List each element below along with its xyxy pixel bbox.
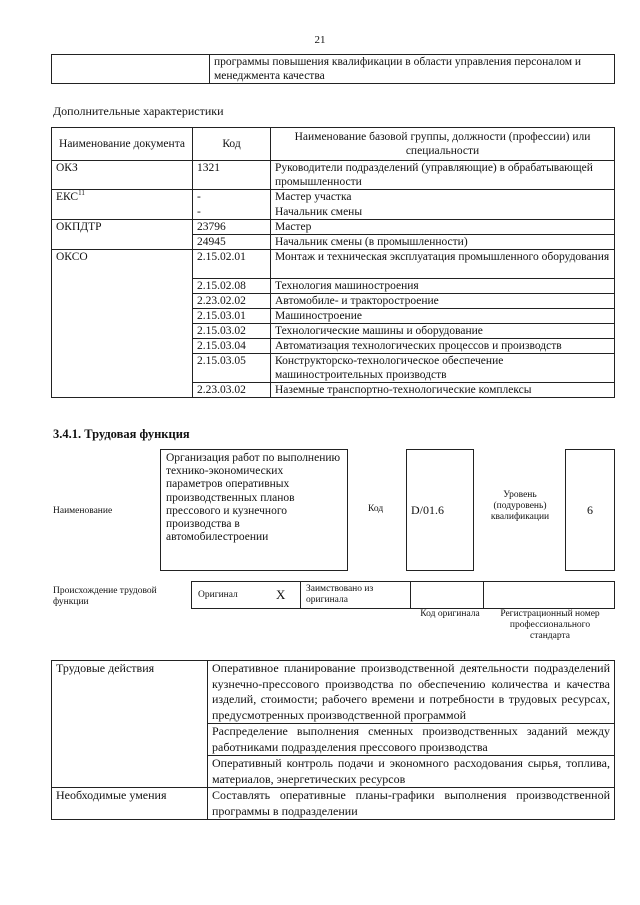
doc-okz: ОКЗ xyxy=(52,161,193,190)
header-code: Код xyxy=(193,128,271,161)
name-cell: Технологические машины и оборудование xyxy=(271,324,615,339)
code-value: D/01.6 xyxy=(411,503,444,517)
empty-cell xyxy=(52,55,210,84)
name-cell: Автомобиле- и тракторостроение xyxy=(271,294,615,309)
code-cell: - xyxy=(193,190,271,205)
name-cell: Конструкторско-технологическое обеспечение машиностроительных производств xyxy=(271,354,615,383)
divider xyxy=(410,582,411,608)
code-cell: 2.15.03.05 xyxy=(193,354,271,383)
additional-characteristics-table xyxy=(51,127,615,398)
top-table-text: программы повышения квалификации в области управления персоналом и менеджмента качества xyxy=(210,55,615,84)
doc-okpdtr: ОКПДТР xyxy=(52,220,193,250)
code-label: Код xyxy=(368,504,384,514)
name-cell: Мастер участка xyxy=(271,190,615,205)
actions-label: Трудовые действия xyxy=(52,661,208,788)
origin-row xyxy=(191,581,615,609)
original-label: Оригинал xyxy=(198,590,238,600)
labor-table xyxy=(51,660,615,820)
code-cell: 2.15.03.02 xyxy=(193,324,271,339)
action-item: Распределение выполнения сменных производственных заданий между работниками подразделения прессового производства xyxy=(208,724,615,756)
code-cell: 2.15.02.01 xyxy=(193,250,271,279)
code-cell: 2.23.03.02 xyxy=(193,383,271,398)
footnote-mark: 11 xyxy=(78,189,85,198)
code-cell: 2.15.02.08 xyxy=(193,279,271,294)
skills-label: Необходимые умения xyxy=(52,788,208,820)
divider xyxy=(483,582,484,608)
code-cell: 2.15.03.04 xyxy=(193,339,271,354)
action-item: Оперативное планирование производственной деятельности подразделений кузнечно-прессового производства по обеспечению количества и качества изделий, стоимости; рабочего времени и потребности в трудовых ресурсах, предусмотренных производственной программой xyxy=(208,661,615,724)
level-value: 6 xyxy=(587,503,593,517)
code-cell: - xyxy=(193,205,271,220)
header-document: Наименование документа xyxy=(52,128,193,161)
name-cell: Начальник смены (в промышленности) xyxy=(271,235,615,250)
name-cell: Мастер xyxy=(271,220,615,235)
code-original-label: Код оригинала xyxy=(420,609,480,619)
level-box xyxy=(565,449,615,571)
doc-eks: ЕКС$^{11}$ xyxy=(52,190,193,220)
function-name-box xyxy=(160,449,348,571)
page-number: 21 xyxy=(314,34,326,46)
code-cell: 23796 xyxy=(193,220,271,235)
skill-item: Составлять оперативные планы-графики выполнения производственной программы в подразделении xyxy=(208,788,615,820)
name-label: Наименование xyxy=(53,506,113,516)
code-cell: 24945 xyxy=(193,235,271,250)
additional-heading: Дополнительные характеристики xyxy=(53,104,224,118)
top-continuation-table xyxy=(51,54,615,84)
action-item: Оперативный контроль подачи и экономного расходования сырья, топлива, материалов, энергетических ресурсов xyxy=(208,756,615,788)
header-name: Наименование базовой группы, должности (профессии) или специальности xyxy=(271,128,615,161)
code-cell: 1321 xyxy=(193,161,271,190)
divider xyxy=(300,582,301,608)
name-cell: Начальник смены xyxy=(271,205,615,220)
origin-label: Происхождение трудовой функции xyxy=(53,586,157,607)
function-heading: 3.4.1. Трудовая функция xyxy=(53,427,190,441)
level-label: Уровень (подуровень) квалификации xyxy=(490,490,550,522)
original-mark: X xyxy=(276,587,286,602)
function-name-value: Организация работ по выполнению технико-экономических параметров оперативных производственных планов прессового и кузнечного производства в автомобилестроении xyxy=(166,452,341,544)
name-cell: Автоматизация технологических процессов и производств xyxy=(271,339,615,354)
code-box xyxy=(406,449,474,571)
doc-okso: ОКСО xyxy=(52,250,193,398)
code-cell: 2.15.03.01 xyxy=(193,309,271,324)
name-cell: Машиностроение xyxy=(271,309,615,324)
name-cell: Руководители подразделений (управляющие) в обрабатывающей промышленности xyxy=(271,161,615,190)
reg-number-label: Регистрационный номер профессионального стандарта xyxy=(500,609,600,641)
name-cell: Монтаж и техническая эксплуатация промышленного оборудования xyxy=(271,250,615,279)
borrowed-label: Заимствовано из оригинала xyxy=(306,584,374,605)
code-cell: 2.23.02.02 xyxy=(193,294,271,309)
name-cell: Технология машиностроения xyxy=(271,279,615,294)
name-cell: Наземные транспортно-технологические комплексы xyxy=(271,383,615,398)
